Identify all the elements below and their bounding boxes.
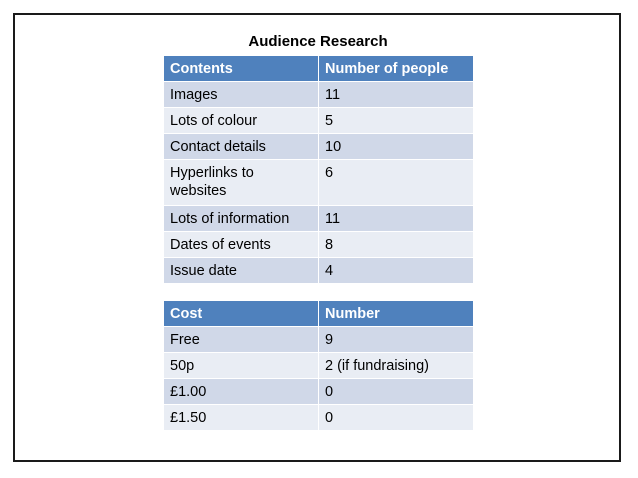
column-header-contents: Contents — [164, 56, 319, 82]
table-cell-count: 11 — [319, 82, 474, 108]
table-cell-cost: Free — [164, 327, 319, 353]
table-cell-content: Issue date — [164, 258, 319, 284]
table-row — [164, 82, 474, 108]
table-cell-count: 8 — [319, 232, 474, 258]
table-header-row — [164, 301, 474, 327]
table-row — [164, 379, 474, 405]
table-cell-content: Hyperlinks to websites — [164, 160, 319, 206]
table-cell-number: 2 (if fundraising) — [319, 353, 474, 379]
table-row — [164, 405, 474, 431]
table-row — [164, 206, 474, 232]
table-cell-cost: £1.00 — [164, 379, 319, 405]
cost-table — [163, 300, 474, 431]
table-row — [164, 232, 474, 258]
table-cell-number: 0 — [319, 405, 474, 431]
column-header-number-of-people: Number of people — [319, 56, 474, 82]
table-cell-content: Images — [164, 82, 319, 108]
table-cell-count: 10 — [319, 134, 474, 160]
table-cell-count: 6 — [319, 160, 474, 206]
table-cell-content: Lots of colour — [164, 108, 319, 134]
table-cell-content: Contact details — [164, 134, 319, 160]
page-title: Audience Research — [248, 33, 388, 50]
table-cell-cost: £1.50 — [164, 405, 319, 431]
table-cell-number: 9 — [319, 327, 474, 353]
table-row — [164, 134, 474, 160]
table-cell-content: Lots of information — [164, 206, 319, 232]
table-row — [164, 353, 474, 379]
table-row — [164, 258, 474, 284]
table-cell-content: Dates of events — [164, 232, 319, 258]
table-cell-count: 11 — [319, 206, 474, 232]
table-cell-cost: 50p — [164, 353, 319, 379]
column-header-number: Number — [319, 301, 474, 327]
table-cell-count: 5 — [319, 108, 474, 134]
table-header-row — [164, 56, 474, 82]
table-row — [164, 160, 474, 206]
column-header-cost: Cost — [164, 301, 319, 327]
table-row — [164, 327, 474, 353]
audience-research-table — [163, 55, 474, 284]
table-cell-number: 0 — [319, 379, 474, 405]
table-row — [164, 108, 474, 134]
table-cell-count: 4 — [319, 258, 474, 284]
